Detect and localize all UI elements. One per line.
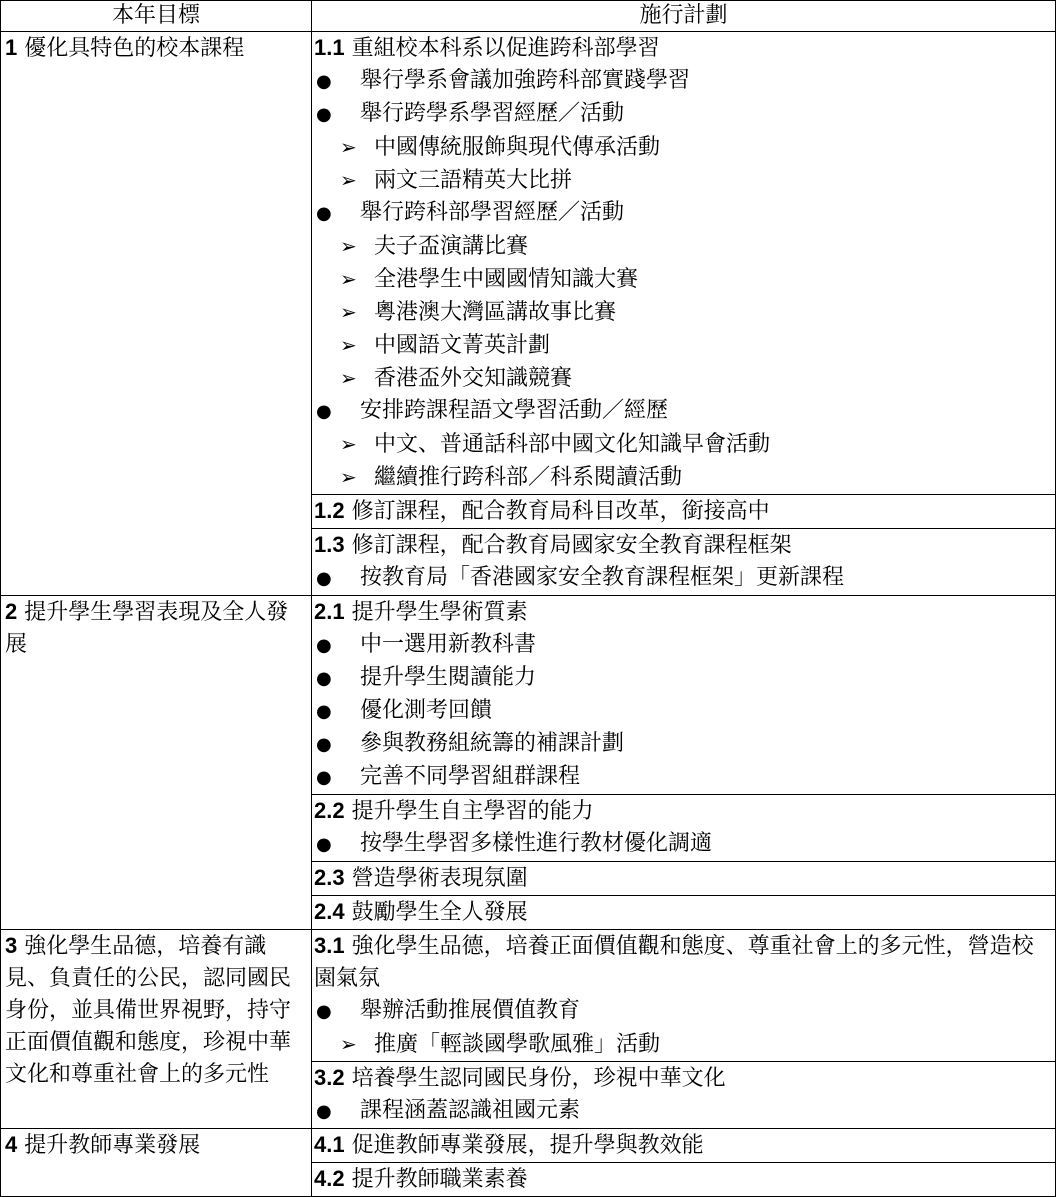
plan-cell — [312, 596, 1056, 795]
item-text: 提升學生閱讀能力 — [360, 665, 537, 690]
goal-cell — [1, 32, 312, 596]
item-text: 推廣「輕談國學歌風雅」活動 — [374, 1032, 661, 1057]
item-text: 完善不同學習組群課程 — [360, 764, 581, 789]
bullet-icon: ● — [316, 401, 332, 422]
bullet-item — [314, 828, 1053, 861]
sub-item — [314, 428, 1053, 461]
plan-cell — [312, 32, 1056, 495]
plan-number: 2.3 — [314, 865, 345, 890]
plan-heading — [314, 795, 1053, 828]
goal-cell — [1, 596, 312, 930]
plan-heading-text: 修訂課程，配合教育局國家安全教育課程框架 — [344, 533, 792, 558]
arrow-bullet-icon: ➢ — [340, 300, 357, 324]
bullet-icon: ● — [316, 635, 332, 656]
arrow-bullet-icon: ➢ — [340, 432, 357, 456]
bullet-icon: ● — [316, 1101, 332, 1122]
plan-heading-text: 營造學術表現氛圍 — [344, 866, 528, 891]
item-text: 粵港澳大灣區講故事比賽 — [374, 300, 617, 325]
bullet-item — [314, 995, 1053, 1028]
header-row — [1, 1, 1056, 32]
item-text: 中國傳統服飾與現代傳承活動 — [374, 135, 661, 160]
item-text: 中文、普通話科部中國文化知識早會活動 — [374, 432, 771, 457]
plan-heading-text: 培養學生認同國民身份，珍視中華文化 — [344, 1066, 726, 1091]
arrow-bullet-icon: ➢ — [340, 135, 357, 159]
bullet-icon: ● — [316, 767, 332, 788]
bullet-icon: ● — [316, 568, 332, 589]
header-goal: 本年目標 — [1, 1, 312, 32]
item-text: 兩文三語精英大比拼 — [374, 168, 573, 193]
bullet-icon: ● — [316, 1001, 332, 1022]
plan-row — [1, 32, 1056, 495]
bullet-item — [314, 1095, 1053, 1128]
sub-item — [314, 329, 1053, 362]
item-text: 參與教務組統籌的補課計劃 — [360, 731, 625, 756]
plan-cell — [312, 930, 1056, 1062]
plan-heading — [314, 32, 1053, 65]
plan-heading-text: 修訂課程，配合教育局科目改革，銜接高中 — [344, 499, 770, 524]
header-plan: 施行計劃 — [312, 1, 1056, 32]
bullet-item — [314, 662, 1053, 695]
plan-heading-text: 提升學生學術質素 — [344, 600, 528, 625]
plan-number: 1.3 — [314, 532, 345, 557]
plan-heading — [314, 930, 1053, 995]
plan-number: 3.1 — [314, 933, 345, 958]
plan-cell — [312, 795, 1056, 862]
plan-number: 1.2 — [314, 498, 345, 523]
bullet-icon: ● — [316, 701, 332, 722]
goal-number: 4 — [5, 1132, 18, 1157]
plan-cell — [312, 896, 1056, 930]
plan-number: 2.2 — [314, 798, 345, 823]
bullet-item — [314, 728, 1053, 761]
item-text: 舉辦活動推展價值教育 — [360, 998, 581, 1023]
bullet-icon: ● — [316, 104, 332, 125]
item-text: 夫子盃演講比賽 — [374, 234, 529, 259]
item-text: 舉行學系會議加強跨科部實踐學習 — [360, 68, 691, 93]
item-text: 按學生學習多樣性進行教材優化調適 — [360, 831, 713, 856]
bullet-icon: ● — [316, 668, 332, 689]
plan-heading — [314, 495, 1053, 528]
item-text: 舉行跨學系學習經歷／活動 — [360, 101, 625, 126]
bullet-item — [314, 629, 1053, 662]
arrow-bullet-icon: ➢ — [340, 168, 357, 192]
item-text: 中國語文菁英計劃 — [374, 333, 551, 358]
bullet-item — [314, 395, 1053, 428]
plan-cell — [312, 1163, 1056, 1197]
plan-heading-text: 強化學生品德，培養正面價值觀和態度、尊重社會上的多元性，營造校園氣氛 — [314, 934, 1034, 991]
plan-number: 4.2 — [314, 1166, 345, 1191]
arrow-bullet-icon: ➢ — [340, 465, 357, 489]
goal-cell — [1, 1129, 312, 1197]
plan-cell — [312, 1129, 1056, 1163]
sub-item — [314, 461, 1053, 494]
plan-number: 1.1 — [314, 35, 345, 60]
goal-number: 2 — [5, 599, 18, 624]
bullet-item — [314, 562, 1053, 595]
goal-number: 3 — [5, 933, 18, 958]
plan-heading-text: 鼓勵學生全人發展 — [344, 900, 528, 925]
plan-row — [1, 930, 1056, 1062]
sub-item — [314, 362, 1053, 395]
arrow-bullet-icon: ➢ — [340, 267, 357, 291]
bullet-icon: ● — [316, 71, 332, 92]
plan-number: 2.4 — [314, 899, 345, 924]
goal-number: 1 — [5, 35, 18, 60]
plan-number: 2.1 — [314, 599, 345, 624]
bullet-item — [314, 695, 1053, 728]
item-text: 繼續推行跨科部／科系閱讀活動 — [374, 465, 683, 490]
goal-text: 提升教師專業發展 — [17, 1133, 201, 1158]
item-text: 中一選用新教科書 — [360, 632, 537, 657]
bullet-icon: ● — [316, 734, 332, 755]
plan-heading — [314, 529, 1053, 562]
bullet-item — [314, 65, 1053, 98]
plan-number: 3.2 — [314, 1065, 345, 1090]
bullet-item — [314, 761, 1053, 794]
plan-cell — [312, 1062, 1056, 1129]
plan-heading — [314, 596, 1053, 629]
item-text: 按教育局「香港國家安全教育課程框架」更新課程 — [360, 565, 845, 590]
sub-item — [314, 263, 1053, 296]
bullet-item — [314, 98, 1053, 131]
plan-heading — [314, 1062, 1053, 1095]
sub-item — [314, 230, 1053, 263]
plan-cell — [312, 529, 1056, 596]
plan-cell — [312, 862, 1056, 896]
plan-cell — [312, 495, 1056, 529]
sub-item — [314, 1028, 1053, 1061]
sub-item — [314, 164, 1053, 197]
item-text: 全港學生中國國情知識大賽 — [374, 267, 639, 292]
goal-text: 提升學生學習表現及全人發展 — [5, 600, 289, 657]
item-text: 安排跨課程語文學習活動／經歷 — [360, 398, 669, 423]
bullet-icon: ● — [316, 203, 332, 224]
arrow-bullet-icon: ➢ — [340, 234, 357, 258]
item-text: 優化測考回饋 — [360, 698, 493, 723]
goal-text: 優化具特色的校本課程 — [17, 36, 245, 61]
bullet-icon: ● — [316, 834, 332, 855]
plan-row — [1, 1129, 1056, 1163]
plan-heading — [314, 1129, 1053, 1162]
plan-heading — [314, 896, 1053, 929]
plan-heading-text: 提升教師職業素養 — [344, 1167, 528, 1192]
plan-row — [1, 596, 1056, 795]
plan-heading-text: 促進教師專業發展，提升學與教效能 — [344, 1133, 704, 1158]
item-text: 舉行跨科部學習經歷／活動 — [360, 200, 625, 225]
plan-number: 4.1 — [314, 1132, 345, 1157]
arrow-bullet-icon: ➢ — [340, 1032, 357, 1056]
sub-item — [314, 131, 1053, 164]
plan-heading-text: 重組校本科系以促進跨科部學習 — [344, 36, 660, 61]
arrow-bullet-icon: ➢ — [340, 366, 357, 390]
plan-heading — [314, 862, 1053, 895]
sub-item — [314, 296, 1053, 329]
arrow-bullet-icon: ➢ — [340, 333, 357, 357]
item-text: 香港盃外交知識競賽 — [374, 366, 573, 391]
goal-text: 強化學生品德，培養有識見、負責任的公民，認同國民身份，並具備世界視野，持守正面價值觀和態度，珍視中華文化和尊重社會上的多元性 — [5, 934, 292, 1087]
goal-cell — [1, 930, 312, 1129]
plan-heading — [314, 1163, 1053, 1196]
item-text: 課程涵蓋認識祖國元素 — [360, 1098, 581, 1123]
plan-heading-text: 提升學生自主學習的能力 — [344, 799, 594, 824]
bullet-item — [314, 197, 1053, 230]
